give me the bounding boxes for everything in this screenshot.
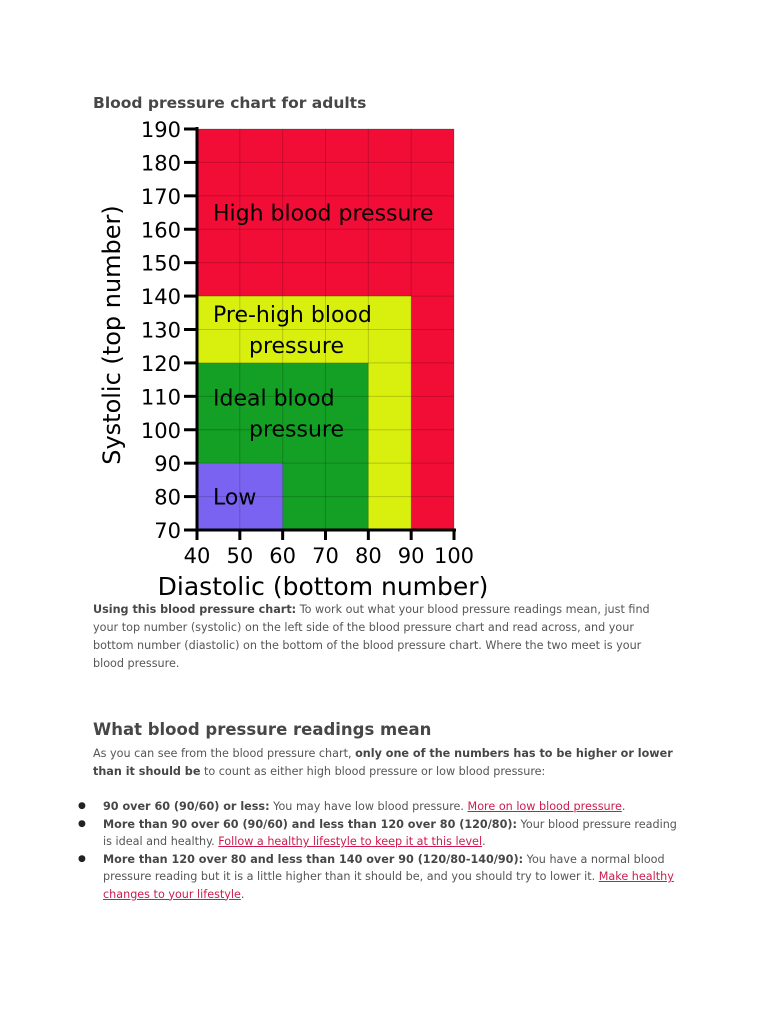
x-tick-label: 40: [183, 544, 211, 568]
lifestyle-changes-link[interactable]: Make healthy changes to your lifestyle: [103, 870, 674, 901]
y-axis-label: Systolic (top number): [98, 205, 126, 465]
y-tick-label: 140: [140, 285, 181, 310]
list-item-end: .: [240, 887, 245, 901]
y-tick-label: 130: [140, 318, 181, 343]
list-item-lead: More than 90 over 60 (90/60) and less than 120 over 80 (120/80):: [103, 817, 517, 831]
x-tick-label: 100: [433, 544, 475, 568]
readings-intro: [93, 745, 673, 781]
readings-list: [78, 798, 678, 903]
bullet-icon: ●: [78, 818, 86, 829]
x-tick-label: 60: [269, 544, 297, 568]
list-item: [78, 816, 678, 851]
list-item: [78, 798, 678, 816]
chart-instructions: [93, 601, 673, 673]
y-tick-label: 190: [140, 118, 181, 142]
instructions-text: To work out what your blood pressure readings mean, just find your top number (systolic) on the left side of the blood pressure chart and read across, and your bottom number (diastolic) on the bottom of the blood pressure chart. Where the two meet is your blood pressure.: [93, 603, 650, 670]
y-tick-label: 90: [154, 452, 181, 477]
x-tick-label: 90: [397, 544, 425, 568]
chart-heading: Blood pressure chart for adults: [93, 94, 367, 112]
y-tick-label: 70: [154, 519, 181, 543]
region-label-line: Ideal blood: [213, 386, 335, 412]
region-label-line: High blood pressure: [213, 201, 434, 227]
x-tick-label: 80: [354, 544, 382, 568]
bullet-icon: ●: [78, 801, 86, 811]
list-item-text: Your blood pressure reading is ideal and healthy.: [103, 817, 677, 848]
list-item-text: You have a normal blood pressure reading but it is a little higher than it should be, and you should try to lower it.: [103, 852, 665, 883]
healthy-lifestyle-link[interactable]: Follow a healthy lifestyle to keep it at this level: [218, 835, 483, 848]
region-label-line: pressure: [249, 333, 345, 359]
list-item-end: .: [621, 800, 626, 813]
x-tick-label: 70: [312, 544, 339, 568]
y-tick-label: 170: [140, 184, 181, 209]
region-label-line: Low: [213, 485, 257, 511]
readings-intro-post: to count as either high blood pressure or low blood pressure:: [200, 765, 546, 778]
y-tick-label: 150: [140, 251, 181, 276]
readings-heading: What blood pressure readings mean: [93, 720, 432, 739]
list-item-lead: 90 over 60 (90/60) or less:: [103, 800, 270, 813]
low-blood-pressure-link[interactable]: More on low blood pressure: [467, 800, 622, 813]
y-tick-label: 80: [154, 485, 181, 510]
x-axis-label: Diastolic (bottom number): [157, 572, 489, 600]
y-tick-label: 100: [140, 418, 181, 443]
y-tick-label: 110: [140, 385, 181, 410]
y-tick-label: 120: [140, 351, 181, 376]
list-item-end: .: [482, 835, 486, 848]
list-item-text: You may have low blood pressure.: [269, 800, 468, 813]
bullet-icon: ●: [78, 853, 86, 864]
readings-intro-pre: As you can see from the blood pressure chart,: [93, 747, 356, 760]
x-tick-label: 50: [226, 544, 254, 568]
y-tick-label: 180: [140, 151, 181, 176]
region-label: [213, 201, 434, 226]
region-label-line: Pre-high blood: [213, 302, 372, 328]
instructions-lead: Using this blood pressure chart:: [93, 603, 297, 616]
region-label: [213, 486, 256, 511]
list-item: [78, 851, 678, 904]
readings-intro-bold: only one of the numbers has to be higher or lower than it should be: [93, 747, 673, 778]
y-tick-label: 160: [140, 218, 181, 243]
list-item-lead: More than 120 over 80 and less than 140 over 90 (120/80-140/90):: [103, 852, 524, 866]
region-label-line: pressure: [249, 417, 345, 443]
